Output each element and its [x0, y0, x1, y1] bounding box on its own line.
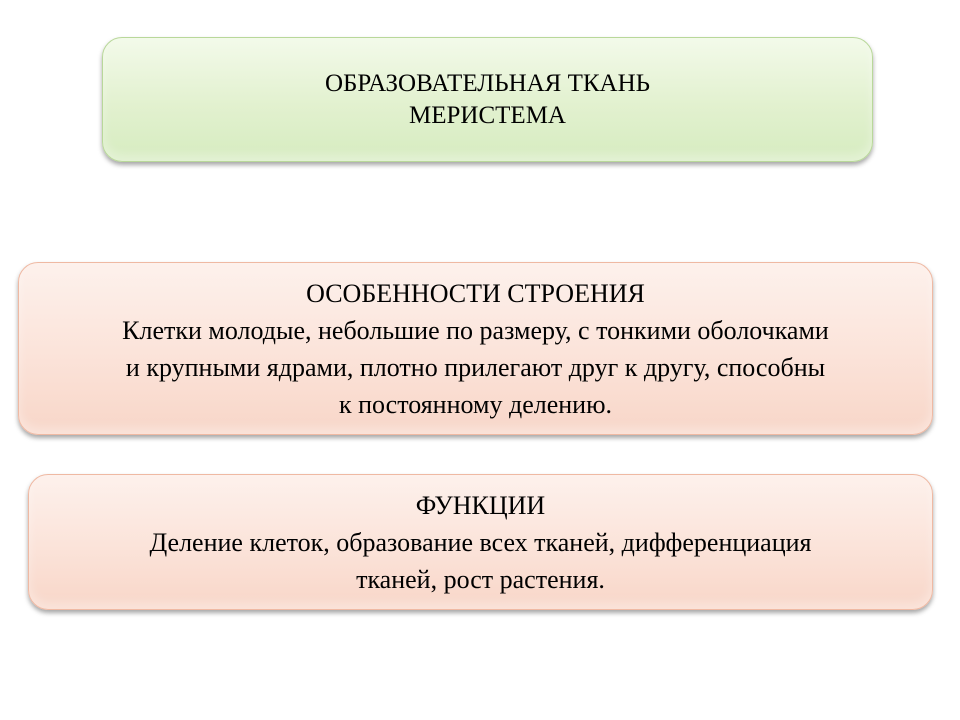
structure-text-line-2: и крупными ядрами, плотно прилегают друг к другу, способны — [125, 352, 826, 382]
functions-box — [28, 474, 933, 610]
tissue-title-box — [102, 37, 873, 162]
tissue-title-line-2: МЕРИСТЕМА — [409, 101, 566, 129]
structure-text-line-1: Клетки молодые, небольшие по размеру, с тонкими оболочками — [122, 315, 829, 345]
tissue-title-line-1: ОБРАЗОВАТЕЛЬНАЯ ТКАНЬ — [324, 69, 651, 97]
functions-heading: ФУНКЦИИ — [415, 490, 546, 520]
structure-heading: ОСОБЕННОСТИ СТРОЕНИЯ — [306, 278, 645, 308]
structure-features-box — [18, 262, 933, 435]
functions-text-line-2: тканей, рост растения. — [356, 564, 605, 594]
structure-text-line-3: к постоянному делению. — [338, 389, 613, 419]
functions-text-line-1: Деление клеток, образование всех тканей, дифференциация — [149, 527, 812, 557]
